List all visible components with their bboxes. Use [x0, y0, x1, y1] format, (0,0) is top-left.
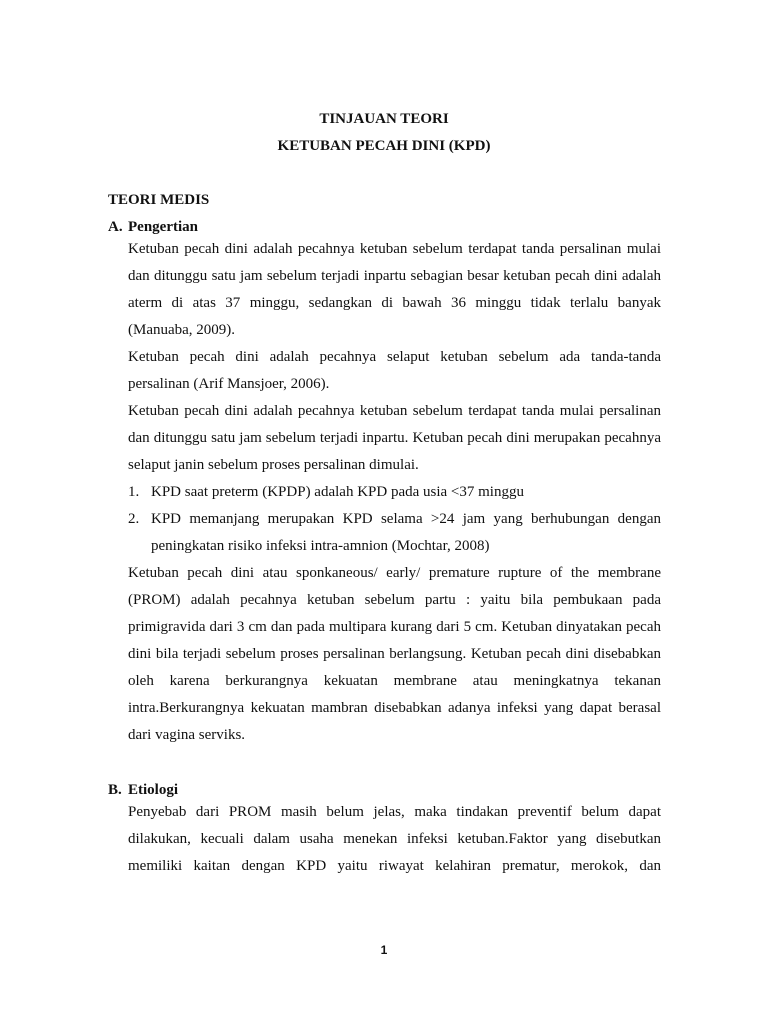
list-item-number: 2. — [128, 511, 140, 527]
section-a-letter: A. — [108, 219, 123, 235]
text-line: dini bila terjadi sebelum proses persalinan berlangsung. Ketuban pecah dini disebabkan — [128, 646, 661, 662]
text-line: dan ditunggu satu jam sebelum terjadi inpartu. Ketuban pecah dini merupakan pecahnya — [128, 430, 661, 446]
document-subtitle: KETUBAN PECAH DINI (KPD) — [277, 138, 491, 154]
text-line: Penyebab dari PROM masih belum jelas, maka tindakan preventif belum dapat — [128, 804, 661, 820]
paragraph-pengertian-3 — [128, 398, 661, 479]
text-line: aterm di atas 37 minggu, sedangkan di bawah 36 minggu tidak terlalu banyak — [128, 295, 661, 311]
paragraph-pengertian-4 — [128, 560, 661, 749]
paragraph-pengertian-2 — [128, 344, 661, 398]
text-line: Ketuban pecah dini adalah pecahnya ketuban sebelum terdapat tanda persalinan mulai — [128, 241, 661, 257]
document-title: TINJAUAN TEORI — [319, 111, 449, 127]
text-line: dari vagina serviks. — [128, 727, 246, 743]
text-line: dilakukan, kecuali dalam usaha menekan infeksi ketuban.Faktor yang disebutkan — [128, 831, 661, 847]
text-line: Ketuban pecah dini adalah pecahnya selaput ketuban sebelum ada tanda-tanda — [128, 349, 661, 365]
paragraph-etiologi — [128, 799, 661, 880]
text-line: KPD saat preterm (KPDP) adalah KPD pada usia <37 minggu — [151, 484, 524, 500]
section-b-heading: Etiologi — [128, 782, 179, 798]
list-item-number: 1. — [128, 484, 140, 500]
text-line: Ketuban pecah dini adalah pecahnya ketuban sebelum terdapat tanda mulai persalinan — [128, 403, 661, 419]
section-heading: TEORI MEDIS — [108, 192, 210, 208]
text-line: oleh karena berkurangnya kekuatan membrane atau meningkatnya tekanan — [128, 673, 661, 689]
section-a-heading: Pengertian — [128, 219, 198, 235]
section-b-letter: B. — [108, 782, 122, 798]
text-line: persalinan (Arif Mansjoer, 2006). — [128, 376, 330, 392]
text-line: dan ditunggu satu jam sebelum terjadi inpartu sebagian besar ketuban pecah dini adalah — [128, 268, 661, 284]
list-item — [151, 506, 661, 560]
text-line: (PROM) adalah pecahnya ketuban sebelum partu : yaitu bila pembukaan pada — [128, 592, 661, 608]
text-line: primigravida dari 3 cm dan pada multipara kurang dari 5 cm. Ketuban dinyatakan pecah — [128, 619, 661, 635]
text-line: intra.Berkurangnya kekuatan mambran disebabkan adanya infeksi yang dapat berasal — [128, 700, 661, 716]
text-line: selaput janin sebelum proses persalinan dimulai. — [128, 457, 419, 473]
text-line: KPD memanjang merupakan KPD selama >24 jam yang berhubungan dengan — [151, 511, 661, 527]
text-line: Ketuban pecah dini atau sponkaneous/ early/ premature rupture of the membrane — [128, 565, 661, 581]
text-line: memiliki kaitan dengan KPD yaitu riwayat kelahiran prematur, merokok, dan — [128, 858, 661, 874]
text-line: peningkatan risiko infeksi intra-amnion (Mochtar, 2008) — [151, 538, 490, 554]
paragraph-pengertian-1 — [128, 236, 661, 344]
text-line: (Manuaba, 2009). — [128, 322, 236, 338]
list-item — [151, 479, 661, 506]
page-number: 1 — [380, 943, 388, 957]
